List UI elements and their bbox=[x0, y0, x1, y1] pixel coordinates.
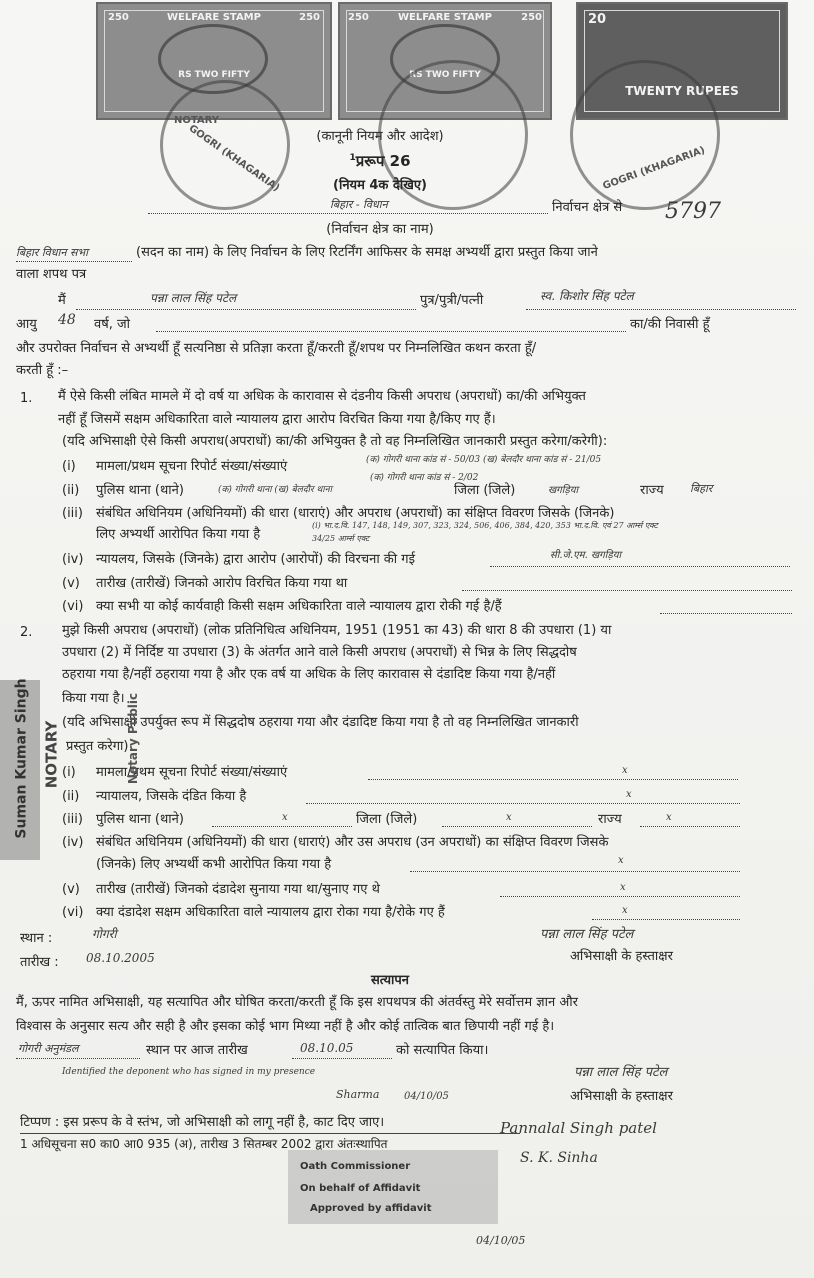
deponent-signature-label-2: अभिसाक्षी के हस्ताक्षर bbox=[570, 1089, 673, 1104]
s1-item-2-label: पुलिस थाना (थाने) bbox=[96, 483, 184, 498]
identification-note: Identified the deponent who has signed in my presence bbox=[62, 1067, 316, 1077]
oath-line: और उपरोक्त निर्वाचन से अभ्यर्थी हूँ सत्यनिष्ठा से प्रतिज्ञा करता हूँ/करती हूँ/शपथ पर निम्नलिखित कथन करता हूँ/ bbox=[16, 341, 537, 356]
s2-item-3-value: x bbox=[282, 812, 288, 823]
s2-item-4-value: x bbox=[618, 855, 624, 866]
oath-line-2: करती हूँ :– bbox=[16, 363, 69, 378]
deponent-name: पन्ना लाल सिंह पटेल bbox=[150, 291, 237, 305]
s1-item-3-value-2: 34/25 आर्म्स एक्ट bbox=[312, 534, 370, 543]
stamp-title: WELFARE STAMP bbox=[398, 12, 492, 23]
s1-item-2-district-label: जिला (जिले) bbox=[454, 483, 516, 498]
father-name: स्व. किशोर सिंह पटेल bbox=[540, 289, 634, 303]
s1-item-3-value: (i) भा.द.वि. 147, 148, 149, 307, 323, 324, 506, 406, 384, 420, 353 भा.द.वि. एवं 27 आर्म्स एक्ट bbox=[312, 521, 658, 530]
s1-item-6-num: (vi) bbox=[62, 599, 84, 614]
seal-text-right: GOGRI (KHAGARIA) bbox=[601, 144, 707, 193]
s1-item-3-label: संबंधित अधिनियम (अधिनियमों) की धारा (धाराएं) और अपराध (अपराधों) का संक्षिप्त विवरण जिसके (जिनके) bbox=[96, 506, 615, 521]
s1-item-2-num: (ii) bbox=[62, 483, 80, 498]
stamp-value-text: RS TWO FIFTY bbox=[409, 70, 481, 80]
s1-item-2-state-value: बिहार bbox=[690, 482, 713, 495]
stamp-value-left: 250 bbox=[348, 12, 369, 23]
footnote-text: 1 अधिसूचना स0 का0 आ0 935 (अ), तारीख 3 सितम्बर 2002 द्वारा अंतःस्थापित bbox=[20, 1137, 388, 1151]
s2-item-4-num: (iv) bbox=[62, 835, 84, 850]
s1-item-4-num: (iv) bbox=[62, 552, 84, 567]
s1-item-4-label: न्यायलय, जिसके (जिनके) द्वारा आरोप (आरोपों) की विरचना की गई bbox=[96, 552, 415, 567]
official-stamp-line-3: Approved by affidavit bbox=[310, 1203, 432, 1214]
stamp-value-text: TWENTY RUPEES bbox=[625, 84, 739, 98]
s1-item-3-label-2: लिए अभ्यर्थी आरोपित किया गया है bbox=[96, 527, 261, 542]
handwritten-name-2: S. K. Sinha bbox=[520, 1150, 598, 1166]
s1-item-1-label: मामला/प्रथम सूचना रिपोर्ट संख्या/संख्याएं bbox=[96, 459, 288, 474]
constituency-label: निर्वाचन क्षेत्र से bbox=[552, 200, 623, 215]
handwritten-name: Pannalal Singh patel bbox=[500, 1119, 657, 1137]
verification-text-1: मैं, ऊपर नामित अभिसाक्षी, यह सत्यापित और घोषित करता/करती हूँ कि इस शपथपत्र की अंतर्वस्तु मेरे सर्वोत्तम ज्ञान और bbox=[16, 995, 578, 1010]
s1-item-4-value: सी.जे.एम. खगड़िया bbox=[550, 550, 622, 561]
s2-item-1-value: x bbox=[622, 765, 628, 776]
notary-public-vertical: Notary Public bbox=[126, 692, 141, 785]
house-text-2: वाला शपथ पत्र bbox=[16, 267, 87, 282]
date-label: तारीख : bbox=[20, 955, 59, 970]
notary-name-vertical: Suman Kumar Singh bbox=[13, 678, 30, 839]
note-text: टिप्पण : इस प्ररूप के वे स्तंभ, जो अभिसाक्षी को लागू नहीं है, काट दिए जाए। bbox=[20, 1115, 385, 1130]
s2-item-3-label: पुलिस थाना (थाने) bbox=[96, 812, 184, 827]
verification-text-3b: को सत्यापित किया। bbox=[396, 1043, 489, 1058]
stamp-value-right: 250 bbox=[299, 12, 320, 23]
rule-reference: (नियम 4क देखिए) bbox=[333, 178, 427, 193]
s2-item-4-label: संबंधित अधिनियम (अधिनियमों) की धारा (धाराएं) और उस अपराध (उन अपराधों) का संक्षिप्त विवरण जिसके bbox=[96, 835, 609, 850]
section-1-text-2: नहीं हूँ जिसमें सक्षम अधिकारिता वाले न्यायालय द्वारा आरोप विरचित किया गया है/किए गए हैं। bbox=[58, 412, 496, 427]
form-title-text: प्ररूप 26 bbox=[355, 152, 411, 170]
deponent-signature-1: पन्ना लाल सिंह पटेल bbox=[540, 927, 634, 942]
stamp-value: 20 bbox=[588, 12, 607, 27]
s2-item-2-value: x bbox=[626, 789, 632, 800]
s1-item-6-label: क्या सभी या कोई कार्यवाही किसी सक्षम अधिकारिता वाले न्यायालय द्वारा रोकी गई है/हैं bbox=[96, 599, 502, 614]
section-1-text-1: मैं ऐसे किसी लंबित मामले में दो वर्ष या अधिक के कारावास से दंडनीय किसी अपराध (अपराधों) का/की अभियुक्त bbox=[58, 389, 586, 404]
constituency-value: बिहार - विधान bbox=[330, 198, 388, 211]
s2-item-6-num: (vi) bbox=[62, 905, 84, 920]
deponent-signature-label-1: अभिसाक्षी के हस्ताक्षर bbox=[570, 949, 673, 964]
verification-date-value: 08.10.05 bbox=[300, 1041, 354, 1055]
law-line: (कानूनी नियम और आदेश) bbox=[316, 129, 444, 144]
bottom-date: 04/10/05 bbox=[476, 1234, 526, 1247]
round-seal-right bbox=[570, 60, 720, 210]
s2-item-4-label-2: (जिनके) लिए अभ्यर्थी कभी आरोपित किया गया है bbox=[96, 857, 332, 872]
s1-item-5-label: तारीख (तारीखें) जिनको आरोप विरचित किया गया था bbox=[96, 576, 348, 591]
s1-item-2-district-value: खगड़िया bbox=[548, 485, 579, 496]
s2-item-6-value: x bbox=[622, 905, 628, 916]
section-1-text-3: (यदि अभिसाक्षी ऐसे किसी अपराध(अपराधों) का/की अभियुक्त है तो वह निम्नलिखित जानकारी प्रस्तुत करेगा/करेगी): bbox=[62, 434, 608, 449]
section-2-text-3: ठहराया गया है/नहीं ठहराया गया है और एक वर्ष या अधिक के लिए कारावास से दंडादिष्ट किया गया है/नहीं bbox=[62, 667, 556, 682]
place-value: गोगरी bbox=[92, 927, 117, 941]
s1-item-1-value: (क) गोगरी थाना कांड सं - 50/03 (ख) बेलदौर थाना कांड सं - 21/05 bbox=[366, 455, 602, 465]
place-label: स्थान : bbox=[20, 931, 53, 946]
s2-item-3-state-value: x bbox=[666, 812, 672, 823]
seal-text-left: GOGRI (KHAGARIA) bbox=[186, 123, 282, 194]
verification-place-value: गोगरी अनुमंडल bbox=[18, 1042, 79, 1055]
i-label: मैं bbox=[58, 293, 66, 308]
s2-item-3-state-label: राज्य bbox=[598, 812, 622, 827]
notary-vertical-text: NOTARY bbox=[42, 720, 61, 789]
s2-item-3-district-value: x bbox=[506, 812, 512, 823]
s2-item-5-value: x bbox=[620, 882, 626, 893]
section-2-text-1: मुझे किसी अपराध (अपराधों) (लोक प्रतिनिधित्व अधिनियम, 1951 (1951 का 43) की धारा 8 की उपधारा (1) या bbox=[62, 623, 612, 638]
s2-item-2-num: (ii) bbox=[62, 789, 80, 804]
verification-text-2: विश्वास के अनुसार सत्य और सही है और इसका कोई भाग मिथ्या नहीं है और कोई तात्विक बात छिपायी नहीं गई है। bbox=[16, 1019, 555, 1034]
identifier-signature: Sharma bbox=[336, 1088, 380, 1101]
years-label: वर्ष, जो bbox=[94, 317, 131, 332]
resident-label: का/की निवासी हूँ bbox=[630, 317, 710, 332]
identifier-date: 04/10/05 bbox=[404, 1091, 449, 1102]
s1-item-5-num: (v) bbox=[62, 576, 80, 591]
section-1-number: 1. bbox=[20, 391, 33, 406]
section-2-number: 2. bbox=[20, 625, 33, 640]
official-stamp-line-2: On behalf of Affidavit bbox=[300, 1183, 421, 1194]
s2-item-5-label: तारीख (तारीखें) जिनको दंडादेश सुनाया गया था/सुनाए गए थे bbox=[96, 882, 380, 897]
age-label: आयु bbox=[16, 317, 37, 332]
stamp-title: WELFARE STAMP bbox=[167, 12, 261, 23]
s1-item-2-state-label: राज्य bbox=[640, 483, 664, 498]
constituency-caption: (निर्वाचन क्षेत्र का नाम) bbox=[326, 222, 434, 237]
section-2-text-4: किया गया है। bbox=[62, 691, 125, 706]
section-2-text-6: प्रस्तुत करेगा) bbox=[66, 739, 129, 754]
deponent-signature-2: पन्ना लाल सिंह पटेल bbox=[574, 1065, 668, 1080]
form-title-sup: 1 bbox=[349, 153, 356, 163]
section-2-text-2: उपधारा (2) में निर्दिष्ट या उपधारा (3) के अंतर्गत आने वाले किसी अपराध (अपराधों) से भिन्न के लिए सिद्धदोष bbox=[62, 645, 577, 660]
stamp-value-left: 250 bbox=[108, 12, 129, 23]
s2-item-3-num: (iii) bbox=[62, 812, 83, 827]
house-text: (सदन का नाम) के लिए निर्वाचन के लिए रिटर्निंग आफिसर के समक्ष अभ्यर्थी द्वारा प्रस्तुत किया जाने bbox=[136, 245, 598, 260]
s1-item-1-num: (i) bbox=[62, 459, 76, 474]
s2-item-6-label: क्या दंडादेश सक्षम अधिकारिता वाले न्यायालय द्वारा रोका गया है/रोके गए हैं bbox=[96, 905, 445, 920]
date-value: 08.10.2005 bbox=[86, 951, 155, 965]
serial-number: 5797 bbox=[665, 199, 721, 224]
s2-item-3-district-label: जिला (जिले) bbox=[356, 812, 418, 827]
s2-item-2-label: न्यायालय, जिसके दंडित किया है bbox=[96, 789, 247, 804]
s1-item-2-extra: (क) गोगरी थाना कांड सं - 2/02 bbox=[370, 473, 479, 483]
stamp-value-right: 250 bbox=[521, 12, 542, 23]
verification-text-3a: स्थान पर आज तारीख bbox=[146, 1043, 248, 1058]
relation-label: पुत्र/पुत्री/पत्नी bbox=[420, 293, 484, 308]
verification-title: सत्यापन bbox=[370, 973, 410, 988]
official-stamp-line-1: Oath Commissioner bbox=[300, 1161, 411, 1172]
form-title bbox=[300, 150, 460, 170]
s1-item-3-num: (iii) bbox=[62, 506, 83, 521]
s2-item-5-num: (v) bbox=[62, 882, 80, 897]
stamp-value-text: RS TWO FIFTY bbox=[178, 70, 250, 80]
house-value: बिहार विधान सभा bbox=[16, 246, 89, 259]
s1-item-2-value: (क) गोगरी थाना (ख) बेलदौर थाना bbox=[218, 485, 332, 495]
seal-top-text: NOTARY bbox=[174, 115, 220, 126]
s2-item-1-label: मामला/प्रथम सूचना रिपोर्ट संख्या/संख्याएं bbox=[96, 765, 288, 780]
age-value: 48 bbox=[58, 312, 76, 328]
s2-item-1-num: (i) bbox=[62, 765, 76, 780]
section-2-text-5: (यदि अभिसाक्षी उपर्युक्त रूप में सिद्धदोष ठहराया गया और दंडादिष्ट किया गया है तो वह निम्नलिखित जानकारी bbox=[62, 715, 579, 730]
